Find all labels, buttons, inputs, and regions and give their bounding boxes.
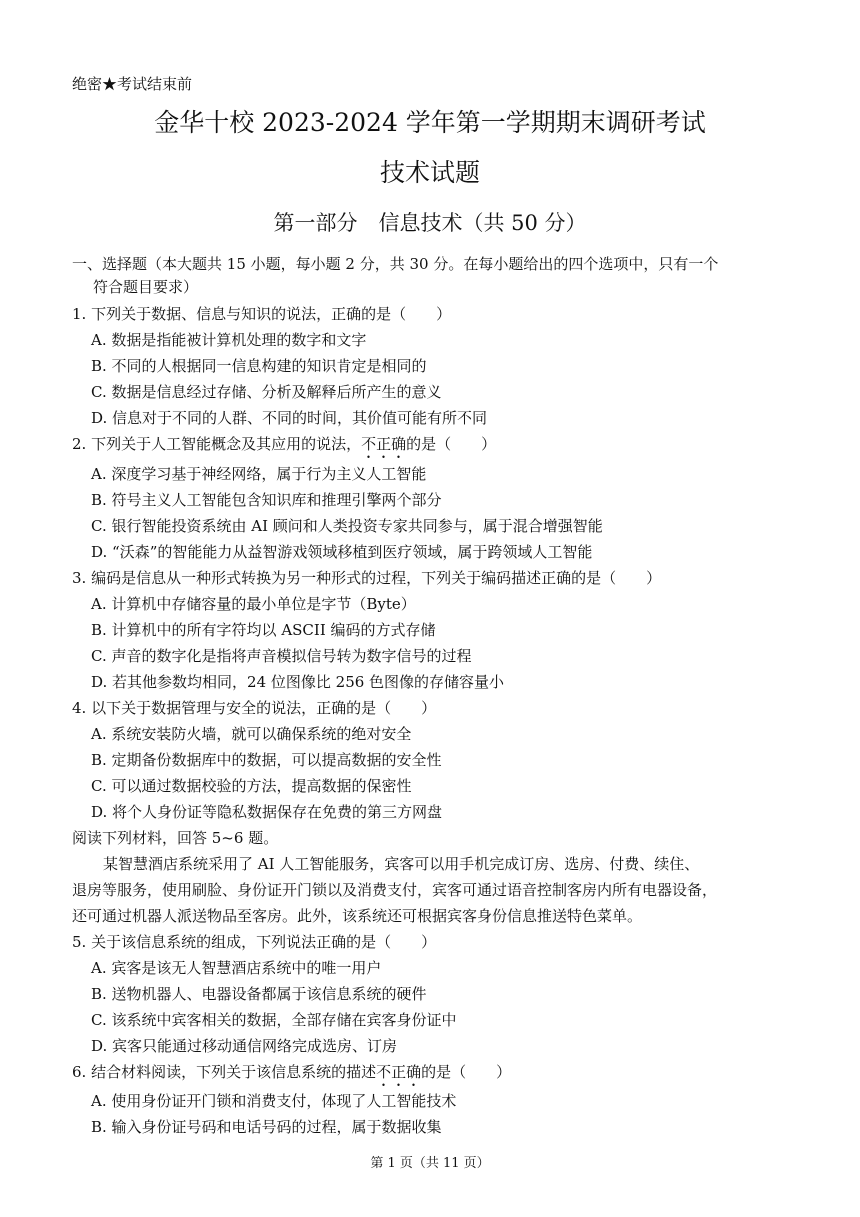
- question-6-stem: [72, 1062, 511, 1090]
- question-6-stem-prefix: 6. 结合材料阅读，下列关于该信息系统的描述: [72, 1063, 377, 1081]
- question-3-stem: 3. 编码是信息从一种形式转换为另一种形式的过程，下列关于编码描述正确的是（ ）: [72, 569, 662, 587]
- question-2-option-b: B. 符号主义人工智能包含知识库和推理引擎两个部分: [91, 491, 442, 509]
- material-paragraph-line2: 退房等服务，使用刷脸、身份证开门锁以及消费支付，宾客可通过语音控制客房内所有电器设备，: [72, 881, 718, 899]
- material-intro: 阅读下列材料，回答 5~6 题。: [72, 829, 279, 847]
- subject-title: 技术试题: [379, 158, 480, 187]
- question-4-option-d: D. 将个人身份证等隐私数据保存在免费的第三方网盘: [91, 803, 443, 821]
- question-6-emphasis: 不正确: [376, 1063, 422, 1081]
- question-1-option-d: D. 信息对于不同的人群、不同的时间，其价值可能有所不同: [91, 409, 488, 427]
- question-5-option-b: B. 送物机器人、电器设备都属于该信息系统的硬件: [91, 985, 427, 1003]
- question-6-stem-suffix: 的是（ ）: [421, 1063, 512, 1081]
- question-1-option-a: A. 数据是指能被计算机处理的数字和文字: [91, 331, 367, 349]
- section-instructions-line2: 符合题目要求）: [93, 278, 199, 296]
- question-1-option-c: C. 数据是信息经过存储、分析及解释后所产生的意义: [91, 383, 442, 401]
- question-2-stem: [72, 434, 496, 462]
- confidential-label: 绝密★考试结束前: [72, 75, 193, 93]
- question-6-option-a: A. 使用身份证开门锁和消费支付，体现了人工智能技术: [91, 1092, 457, 1110]
- question-3-option-a: A. 计算机中存储容量的最小单位是字节（Byte）: [91, 595, 416, 613]
- section-instructions-line1: 一、选择题（本大题共 15 小题，每小题 2 分，共 30 分。在每小题给出的四个选项中，只有一个: [72, 255, 719, 273]
- question-5-option-c: C. 该系统中宾客相关的数据，全部存储在宾客身份证中: [91, 1011, 457, 1029]
- question-3-option-d: D. 若其他参数均相同，24 位图像比 256 色图像的存储容量小: [91, 673, 505, 691]
- question-3-option-c: C. 声音的数字化是指将声音模拟信号转为数字信号的过程: [91, 647, 472, 665]
- exam-title: 金华十校 2023-2024 学年第一学期期末调研考试: [154, 108, 706, 137]
- question-4-option-a: A. 系统安装防火墙，就可以确保系统的绝对安全: [91, 725, 412, 743]
- question-2-stem-prefix: 2. 下列关于人工智能概念及其应用的说法，: [72, 435, 362, 453]
- page-number: 第 1 页（共 11 页）: [370, 1156, 490, 1171]
- question-5-option-a: A. 宾客是该无人智慧酒店系统中的唯一用户: [91, 959, 382, 977]
- part-title: 第一部分 信息技术（共 50 分）: [273, 211, 587, 235]
- question-5-option-d: D. 宾客只能通过移动通信网络完成选房、订房: [91, 1037, 398, 1055]
- question-4-option-c: C. 可以通过数据校验的方法，提高数据的保密性: [91, 777, 412, 795]
- question-1-option-b: B. 不同的人根据同一信息构建的知识肯定是相同的: [91, 357, 427, 375]
- question-1-stem: 1. 下列关于数据、信息与知识的说法，正确的是（ ）: [72, 305, 452, 323]
- material-paragraph-line3: 还可通过机器人派送物品至客房。此外，该系统还可根据宾客身份信息推送特色菜单。: [72, 907, 643, 925]
- question-2-option-d: D. “沃森”的智能能力从益智游戏领域移植到医疗领域，属于跨领域人工智能: [91, 543, 593, 561]
- question-2-stem-suffix: 的是（ ）: [406, 435, 497, 453]
- question-3-option-b: B. 计算机中的所有字符均以 ASCII 编码的方式存储: [91, 621, 436, 639]
- question-2-option-a: A. 深度学习基于神经网络，属于行为主义人工智能: [91, 465, 427, 483]
- material-paragraph-line1: 某智慧酒店系统采用了 AI 人工智能服务，宾客可以用手机完成订房、选房、付费、续住、: [103, 855, 700, 873]
- question-6-option-b: B. 输入身份证号码和电话号码的过程，属于数据收集: [91, 1118, 442, 1136]
- question-2-emphasis: 不正确: [361, 435, 407, 453]
- question-4-stem: 4. 以下关于数据管理与安全的说法，正确的是（ ）: [72, 699, 437, 717]
- question-5-stem: 5. 关于该信息系统的组成，下列说法正确的是（ ）: [72, 933, 437, 951]
- question-4-option-b: B. 定期备份数据库中的数据，可以提高数据的安全性: [91, 751, 442, 769]
- question-2-option-c: C. 银行智能投资系统由 AI 顾问和人类投资专家共同参与，属于混合增强智能: [91, 517, 603, 535]
